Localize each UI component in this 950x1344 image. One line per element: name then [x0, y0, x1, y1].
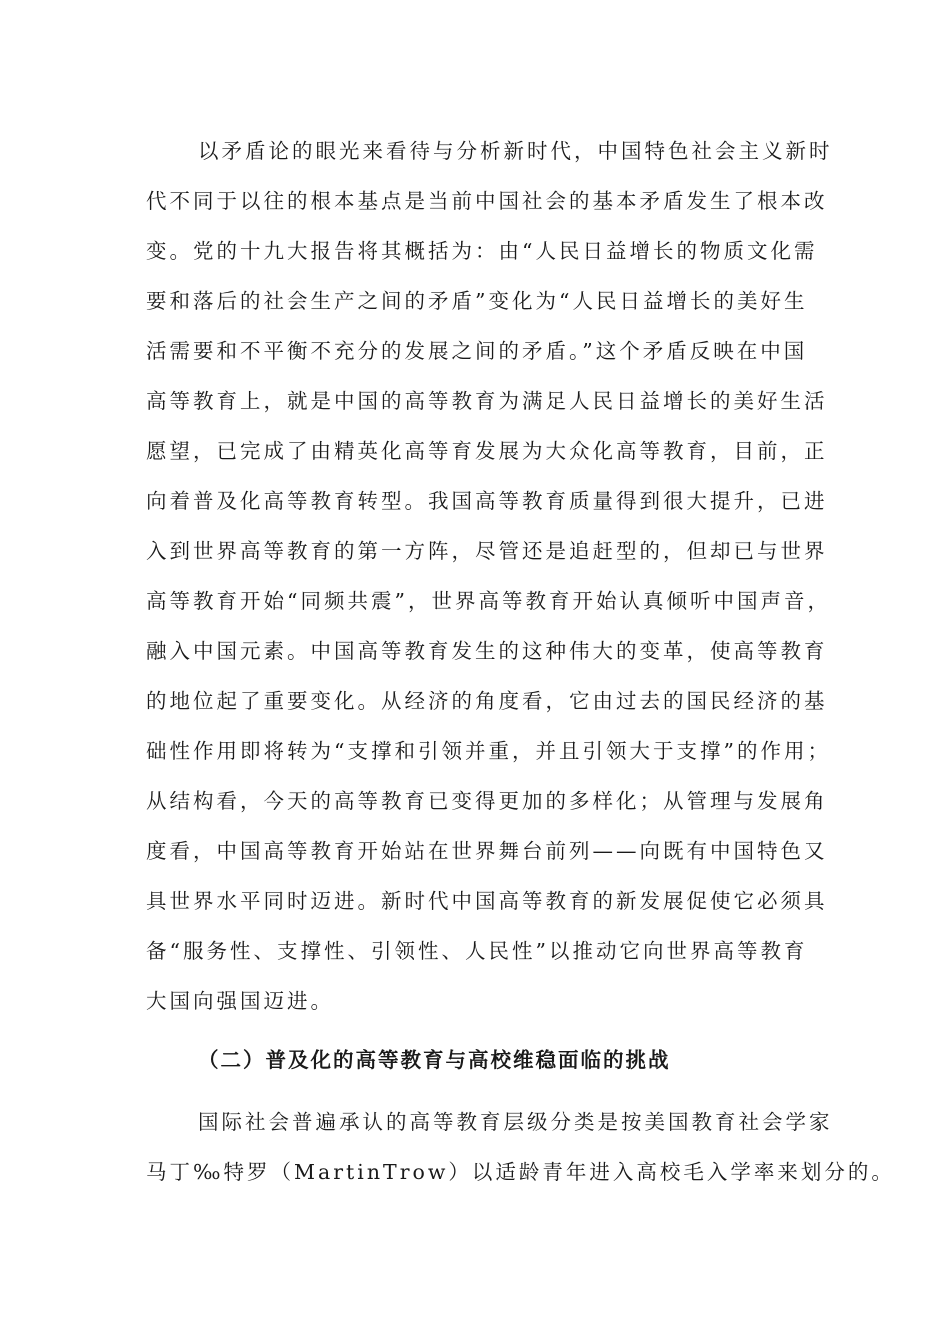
paragraph-line: 马丁‰特罗（MartinTrow）以适龄青年进入高校毛入学率来划分的。 — [146, 1160, 895, 1184]
paragraph-line: 高等教育上，就是中国的高等教育为满足人民日益增长的美好生活 — [146, 389, 828, 413]
paragraph-line: 愿望，已完成了由精英化高等育发展为大众化高等教育，目前，正 — [146, 439, 828, 463]
paragraph-line: 国际社会普遍承认的高等教育层级分类是按美国教育社会学家 — [198, 1110, 833, 1134]
paragraph-line: 的地位起了重要变化。从经济的角度看，它由过去的国民经济的基 — [146, 689, 828, 713]
section-heading: （二）普及化的高等教育与高校维稳面临的挑战 — [198, 1048, 671, 1072]
paragraph-line: 活需要和不平衡不充分的发展之间的矛盾。”这个矛盾反映在中国 — [146, 339, 808, 363]
paragraph-line: 要和落后的社会生产之间的矛盾”变化为“人民日益增长的美好生 — [146, 289, 808, 313]
paragraph-line: 高等教育开始“同频共震”，世界高等教育开始认真倾听中国声音， — [146, 589, 831, 613]
paragraph-line: 具世界水平同时迈进。新时代中国高等教育的新发展促使它必须具 — [146, 889, 828, 913]
paragraph-line: 代不同于以往的根本基点是当前中国社会的基本矛盾发生了根本改 — [146, 189, 828, 213]
paragraph-line: 入到世界高等教育的第一方阵，尽管还是追赶型的，但却已与世界 — [146, 539, 828, 563]
paragraph-line: 础性作用即将转为“支撑和引领并重，并且引领大于支撑”的作用； — [146, 739, 831, 763]
paragraph-line: 以矛盾论的眼光来看待与分析新时代，中国特色社会主义新时 — [198, 139, 833, 163]
paragraph-line: 大国向强国迈进。 — [146, 989, 334, 1013]
paragraph-classification — [146, 1097, 895, 1197]
paragraph-line: 度看，中国高等教育开始站在世界舞台前列——向既有中国特色又 — [146, 839, 828, 863]
paragraph-line: 变。党的十九大报告将其概括为：由“人民日益增长的物质文化需 — [146, 239, 818, 263]
paragraph-new-era — [146, 126, 833, 1026]
paragraph-line: 融入中国元素。中国高等教育发生的这种伟大的变革，使高等教育 — [146, 639, 828, 663]
paragraph-line: 备“服务性、支撑性、引领性、人民性”以推动它向世界高等教育 — [146, 939, 808, 963]
paragraph-line: 从结构看，今天的高等教育已变得更加的多样化；从管理与发展角 — [146, 789, 828, 813]
paragraph-line: 向着普及化高等教育转型。我国高等教育质量得到很大提升，已进 — [146, 489, 828, 513]
